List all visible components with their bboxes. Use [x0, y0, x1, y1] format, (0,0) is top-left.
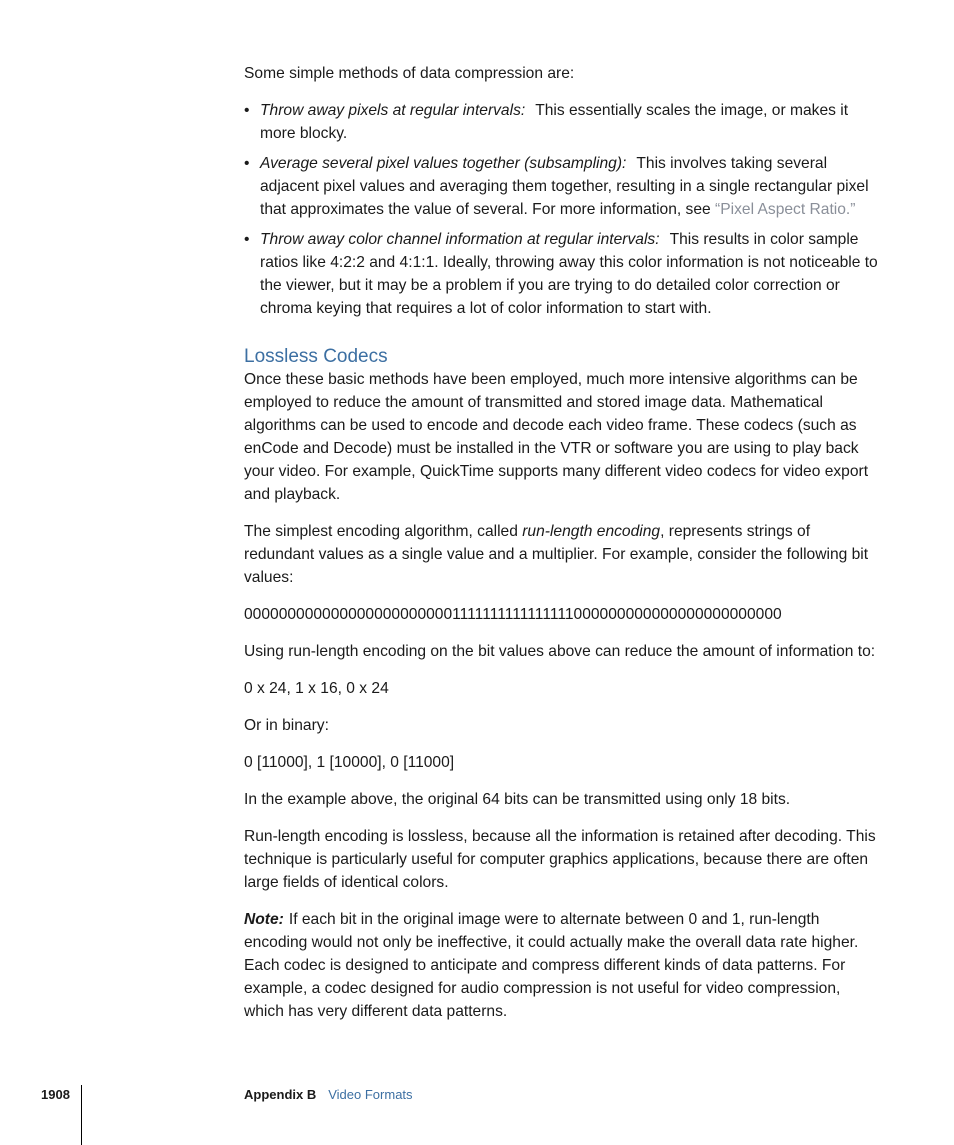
bullet-icon: • — [244, 102, 250, 119]
rle-text-before: The simplest encoding algorithm, called — [244, 523, 523, 540]
list-item-text: This involves taking several adjacent pixel values and averaging them together, resulting in a single rectangular pixel that approximates the value of several. For more information, see — [260, 155, 869, 218]
compression-methods-list — [244, 99, 880, 320]
list-item-lead: Throw away pixels at regular intervals: — [260, 102, 526, 119]
list-item-lead: Throw away color channel information at regular intervals: — [260, 231, 660, 248]
page-content — [244, 62, 880, 1023]
list-item-text: This results in color sample ratios like 4:2:2 and 4:1:1. Ideally, throwing away this color information is not noticeable to the viewer, but it may be a problem if you are trying to do detailed color correction or chroma keying that requires a lot of color information to start with. — [260, 231, 878, 317]
rle-term: run-length encoding — [522, 523, 661, 540]
rle-text-after: , represents strings of redundant values as a single value and a multiplier. For example, consider the following bit values: — [244, 523, 869, 586]
paragraph-lossless: Run-length encoding is lossless, because all the information is retained after decoding. This technique is particularly useful for computer graphics applications, because there are often large fields of identical colors. — [244, 828, 876, 891]
bullet-icon: • — [244, 155, 250, 172]
note-text: If each bit in the original image were to alternate between 0 and 1, run-length encoding would not only be ineffective, it could actually make the overall data rate higher. Each codec is designed to anticipate and compress different kinds of data patterns. For example, a codec designed for audio compression is not useful for video compression, which has very different data patterns. — [244, 911, 859, 1020]
note-paragraph — [244, 908, 880, 1023]
list-item-lead: Average several pixel values together (subsampling): — [260, 155, 627, 172]
rle-result: 0 x 24, 1 x 16, 0 x 24 — [244, 680, 389, 697]
bit-values: 0000000000000000000000001111111111111111000000000000000000000000 — [244, 606, 782, 623]
list-item — [244, 152, 880, 221]
paragraph-rle-intro — [244, 520, 880, 589]
footer-divider — [81, 1085, 82, 1145]
footer-section-link[interactable]: Video Formats — [328, 1087, 413, 1102]
paragraph-bits-saved: In the example above, the original 64 bits can be transmitted using only 18 bits. — [244, 791, 791, 808]
note-label: Note: — [244, 911, 284, 928]
bullet-icon: • — [244, 231, 250, 248]
footer-breadcrumb — [244, 1087, 413, 1102]
binary-result: 0 [11000], 1 [10000], 0 [11000] — [244, 754, 455, 771]
list-item — [244, 99, 880, 145]
list-item — [244, 228, 880, 320]
intro-paragraph: Some simple methods of data compression are: — [244, 65, 575, 82]
paragraph-codecs: Once these basic methods have been employed, much more intensive algorithms can be employed to reduce the amount of transmitted and stored image data. Mathematical algorithms can be used to encode and decode each video frame. These codecs (such as enCode and Decode) must be installed in the VTR or software you are using to play back your video. For example, QuickTime supports many different video codecs for video export and playback. — [244, 371, 869, 503]
paragraph-rle-usage: Using run-length encoding on the bit values above can reduce the amount of information to: — [244, 643, 876, 660]
page-footer — [0, 1080, 954, 1145]
paragraph-binary: Or in binary: — [244, 717, 329, 734]
list-item-text: This essentially scales the image, or makes it more blocky. — [260, 102, 849, 142]
footer-appendix: Appendix B — [244, 1087, 317, 1102]
page-number: 1908 — [41, 1087, 70, 1102]
pixel-aspect-ratio-link[interactable]: “Pixel Aspect Ratio.” — [715, 201, 856, 218]
section-heading: Lossless Codecs — [244, 346, 388, 367]
